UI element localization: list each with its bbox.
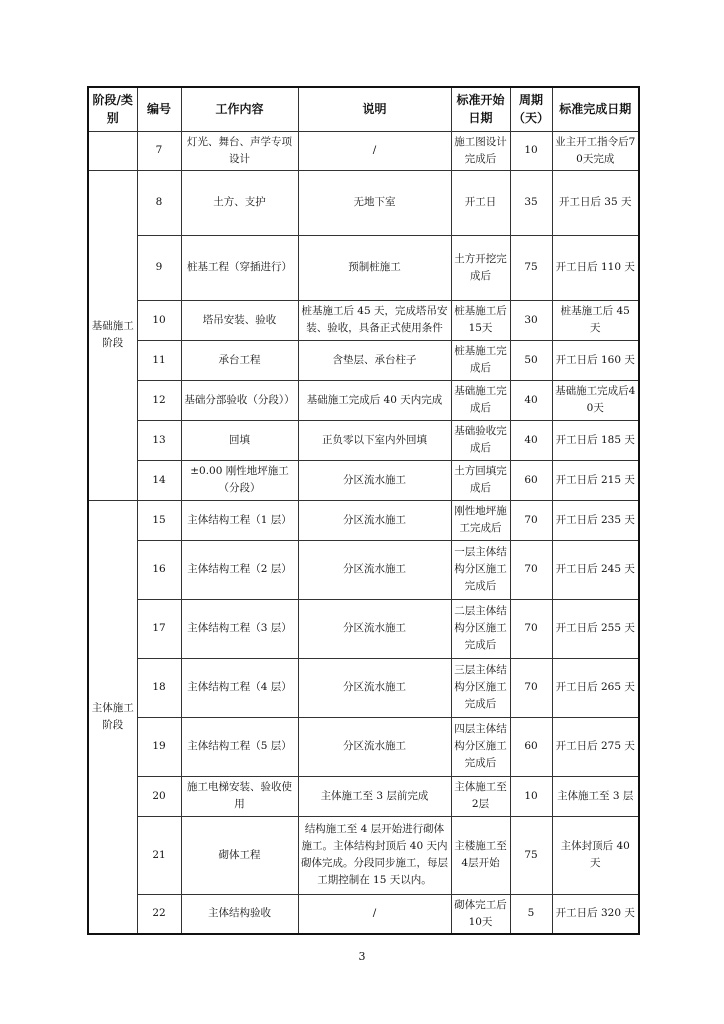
cell-start: 三层主体结构分区施工完成后 xyxy=(451,658,510,717)
cell-start: 主体施工至2层 xyxy=(451,776,510,816)
cell-note: 基础施工完成后 40 天内完成 xyxy=(298,380,451,420)
cell-content: ±0.00 刚性地坪施工（分段） xyxy=(181,460,298,500)
cell-finish: 开工日后 215 天 xyxy=(552,460,639,500)
cell-finish: 开工日后 320 天 xyxy=(552,894,639,934)
table-row xyxy=(88,131,639,170)
cell-content: 主体结构验收 xyxy=(181,894,298,934)
cell-content: 主体结构工程（4 层） xyxy=(181,658,298,717)
cell-content: 主体结构工程（5 层） xyxy=(181,717,298,776)
cell-content: 主体结构工程（1 层） xyxy=(181,500,298,540)
cell-no: 18 xyxy=(137,658,181,717)
cell-no: 8 xyxy=(137,170,181,235)
cell-no: 14 xyxy=(137,460,181,500)
table-row xyxy=(88,816,639,894)
cell-note: 分区流水施工 xyxy=(298,540,451,599)
phase-main: 主体施工阶段 xyxy=(88,500,137,934)
cell-note: 含垫层、承台柱子 xyxy=(298,340,451,380)
cell-no: 16 xyxy=(137,540,181,599)
cell-finish: 开工日后 245 天 xyxy=(552,540,639,599)
phase-cell-empty xyxy=(88,131,137,170)
table-row xyxy=(88,540,639,599)
cell-no: 9 xyxy=(137,235,181,300)
cell-finish: 开工日后 35 天 xyxy=(552,170,639,235)
cell-no: 20 xyxy=(137,776,181,816)
cell-period: 75 xyxy=(510,816,552,894)
cell-note: 分区流水施工 xyxy=(298,658,451,717)
cell-period: 70 xyxy=(510,500,552,540)
cell-finish: 业主开工指令后70天完成 xyxy=(552,131,639,170)
cell-no: 17 xyxy=(137,599,181,658)
cell-note: 分区流水施工 xyxy=(298,500,451,540)
cell-period: 35 xyxy=(510,170,552,235)
table-row xyxy=(88,776,639,816)
header-period: 周期（天） xyxy=(510,87,552,131)
cell-note: / xyxy=(298,131,451,170)
cell-finish: 开工日后 255 天 xyxy=(552,599,639,658)
header-row xyxy=(88,87,639,131)
table-row xyxy=(88,235,639,300)
cell-finish: 主体施工至 3 层 xyxy=(552,776,639,816)
cell-note: 正负零以下室内外回填 xyxy=(298,420,451,460)
cell-note: 分区流水施工 xyxy=(298,599,451,658)
cell-content: 主体结构工程（2 层） xyxy=(181,540,298,599)
cell-period: 70 xyxy=(510,540,552,599)
cell-no: 22 xyxy=(137,894,181,934)
cell-no: 11 xyxy=(137,340,181,380)
cell-finish: 主体封顶后 40 天 xyxy=(552,816,639,894)
cell-period: 60 xyxy=(510,717,552,776)
cell-period: 50 xyxy=(510,340,552,380)
table-row xyxy=(88,340,639,380)
cell-period: 5 xyxy=(510,894,552,934)
cell-content: 施工电梯安装、验收使用 xyxy=(181,776,298,816)
cell-note: 无地下室 xyxy=(298,170,451,235)
cell-content: 灯光、舞台、声学专项设计 xyxy=(181,131,298,170)
cell-period: 75 xyxy=(510,235,552,300)
phase-foundation: 基础施工阶段 xyxy=(88,170,137,500)
page-number: 3 xyxy=(358,950,366,963)
cell-period: 10 xyxy=(510,776,552,816)
cell-start: 土方开挖完成后 xyxy=(451,235,510,300)
cell-start: 主楼施工至4层开始 xyxy=(451,816,510,894)
cell-start: 开工日 xyxy=(451,170,510,235)
cell-content: 桩基工程（穿插进行） xyxy=(181,235,298,300)
cell-content: 承台工程 xyxy=(181,340,298,380)
cell-start: 基础施工完成后 xyxy=(451,380,510,420)
cell-finish: 开工日后 185 天 xyxy=(552,420,639,460)
cell-start: 一层主体结构分区施工完成后 xyxy=(451,540,510,599)
cell-no: 10 xyxy=(137,300,181,340)
cell-period: 60 xyxy=(510,460,552,500)
cell-finish: 开工日后 110 天 xyxy=(552,235,639,300)
table-row xyxy=(88,717,639,776)
cell-finish: 开工日后 275 天 xyxy=(552,717,639,776)
cell-start: 基础验收完成后 xyxy=(451,420,510,460)
header-content: 工作内容 xyxy=(181,87,298,131)
header-finish: 标准完成日期 xyxy=(552,87,639,131)
cell-period: 40 xyxy=(510,420,552,460)
table-row xyxy=(88,500,639,540)
cell-content: 塔吊安装、验收 xyxy=(181,300,298,340)
cell-no: 13 xyxy=(137,420,181,460)
cell-start: 土方回填完成后 xyxy=(451,460,510,500)
cell-start: 二层主体结构分区施工完成后 xyxy=(451,599,510,658)
cell-finish: 开工日后 265 天 xyxy=(552,658,639,717)
table-row xyxy=(88,170,639,235)
cell-finish: 桩基施工后 45 天 xyxy=(552,300,639,340)
table-row xyxy=(88,420,639,460)
header-no: 编号 xyxy=(137,87,181,131)
header-note: 说明 xyxy=(298,87,451,131)
cell-period: 10 xyxy=(510,131,552,170)
table-row xyxy=(88,460,639,500)
cell-no: 12 xyxy=(137,380,181,420)
cell-content: 砌体工程 xyxy=(181,816,298,894)
cell-period: 70 xyxy=(510,599,552,658)
schedule-table xyxy=(87,86,640,935)
cell-period: 40 xyxy=(510,380,552,420)
cell-no: 15 xyxy=(137,500,181,540)
cell-note: 分区流水施工 xyxy=(298,717,451,776)
cell-no: 19 xyxy=(137,717,181,776)
cell-content: 土方、支护 xyxy=(181,170,298,235)
cell-start: 四层主体结构分区施工完成后 xyxy=(451,717,510,776)
cell-note: 结构施工至 4 层开始进行砌体施工。主体结构封顶后 40 天内砌体完成。分段同步施工，每层工期控制在 15 天以内。 xyxy=(298,816,451,894)
cell-note: 分区流水施工 xyxy=(298,460,451,500)
cell-content: 回填 xyxy=(181,420,298,460)
cell-no: 21 xyxy=(137,816,181,894)
cell-start: 刚性地坪施工完成后 xyxy=(451,500,510,540)
cell-no: 7 xyxy=(137,131,181,170)
cell-period: 30 xyxy=(510,300,552,340)
cell-content: 基础分部验收（分段）） xyxy=(181,380,298,420)
table-row xyxy=(88,894,639,934)
cell-start: 桩基施工后15天 xyxy=(451,300,510,340)
cell-note: 主体施工至 3 层前完成 xyxy=(298,776,451,816)
header-start: 标准开始日期 xyxy=(451,87,510,131)
cell-finish: 基础施工完成后40天 xyxy=(552,380,639,420)
table-row xyxy=(88,300,639,340)
header-phase: 阶段/类别 xyxy=(88,87,137,131)
cell-note: / xyxy=(298,894,451,934)
cell-start: 施工图设计完成后 xyxy=(451,131,510,170)
cell-start: 桩基施工完成后 xyxy=(451,340,510,380)
table-row xyxy=(88,599,639,658)
cell-content: 主体结构工程（3 层） xyxy=(181,599,298,658)
cell-start: 砌体完工后10天 xyxy=(451,894,510,934)
cell-finish: 开工日后 160 天 xyxy=(552,340,639,380)
cell-note: 预制桩施工 xyxy=(298,235,451,300)
table-row xyxy=(88,658,639,717)
table-row xyxy=(88,380,639,420)
cell-note: 桩基施工后 45 天，完成塔吊安装、验收，具备正式使用条件 xyxy=(298,300,451,340)
cell-finish: 开工日后 235 天 xyxy=(552,500,639,540)
cell-period: 70 xyxy=(510,658,552,717)
